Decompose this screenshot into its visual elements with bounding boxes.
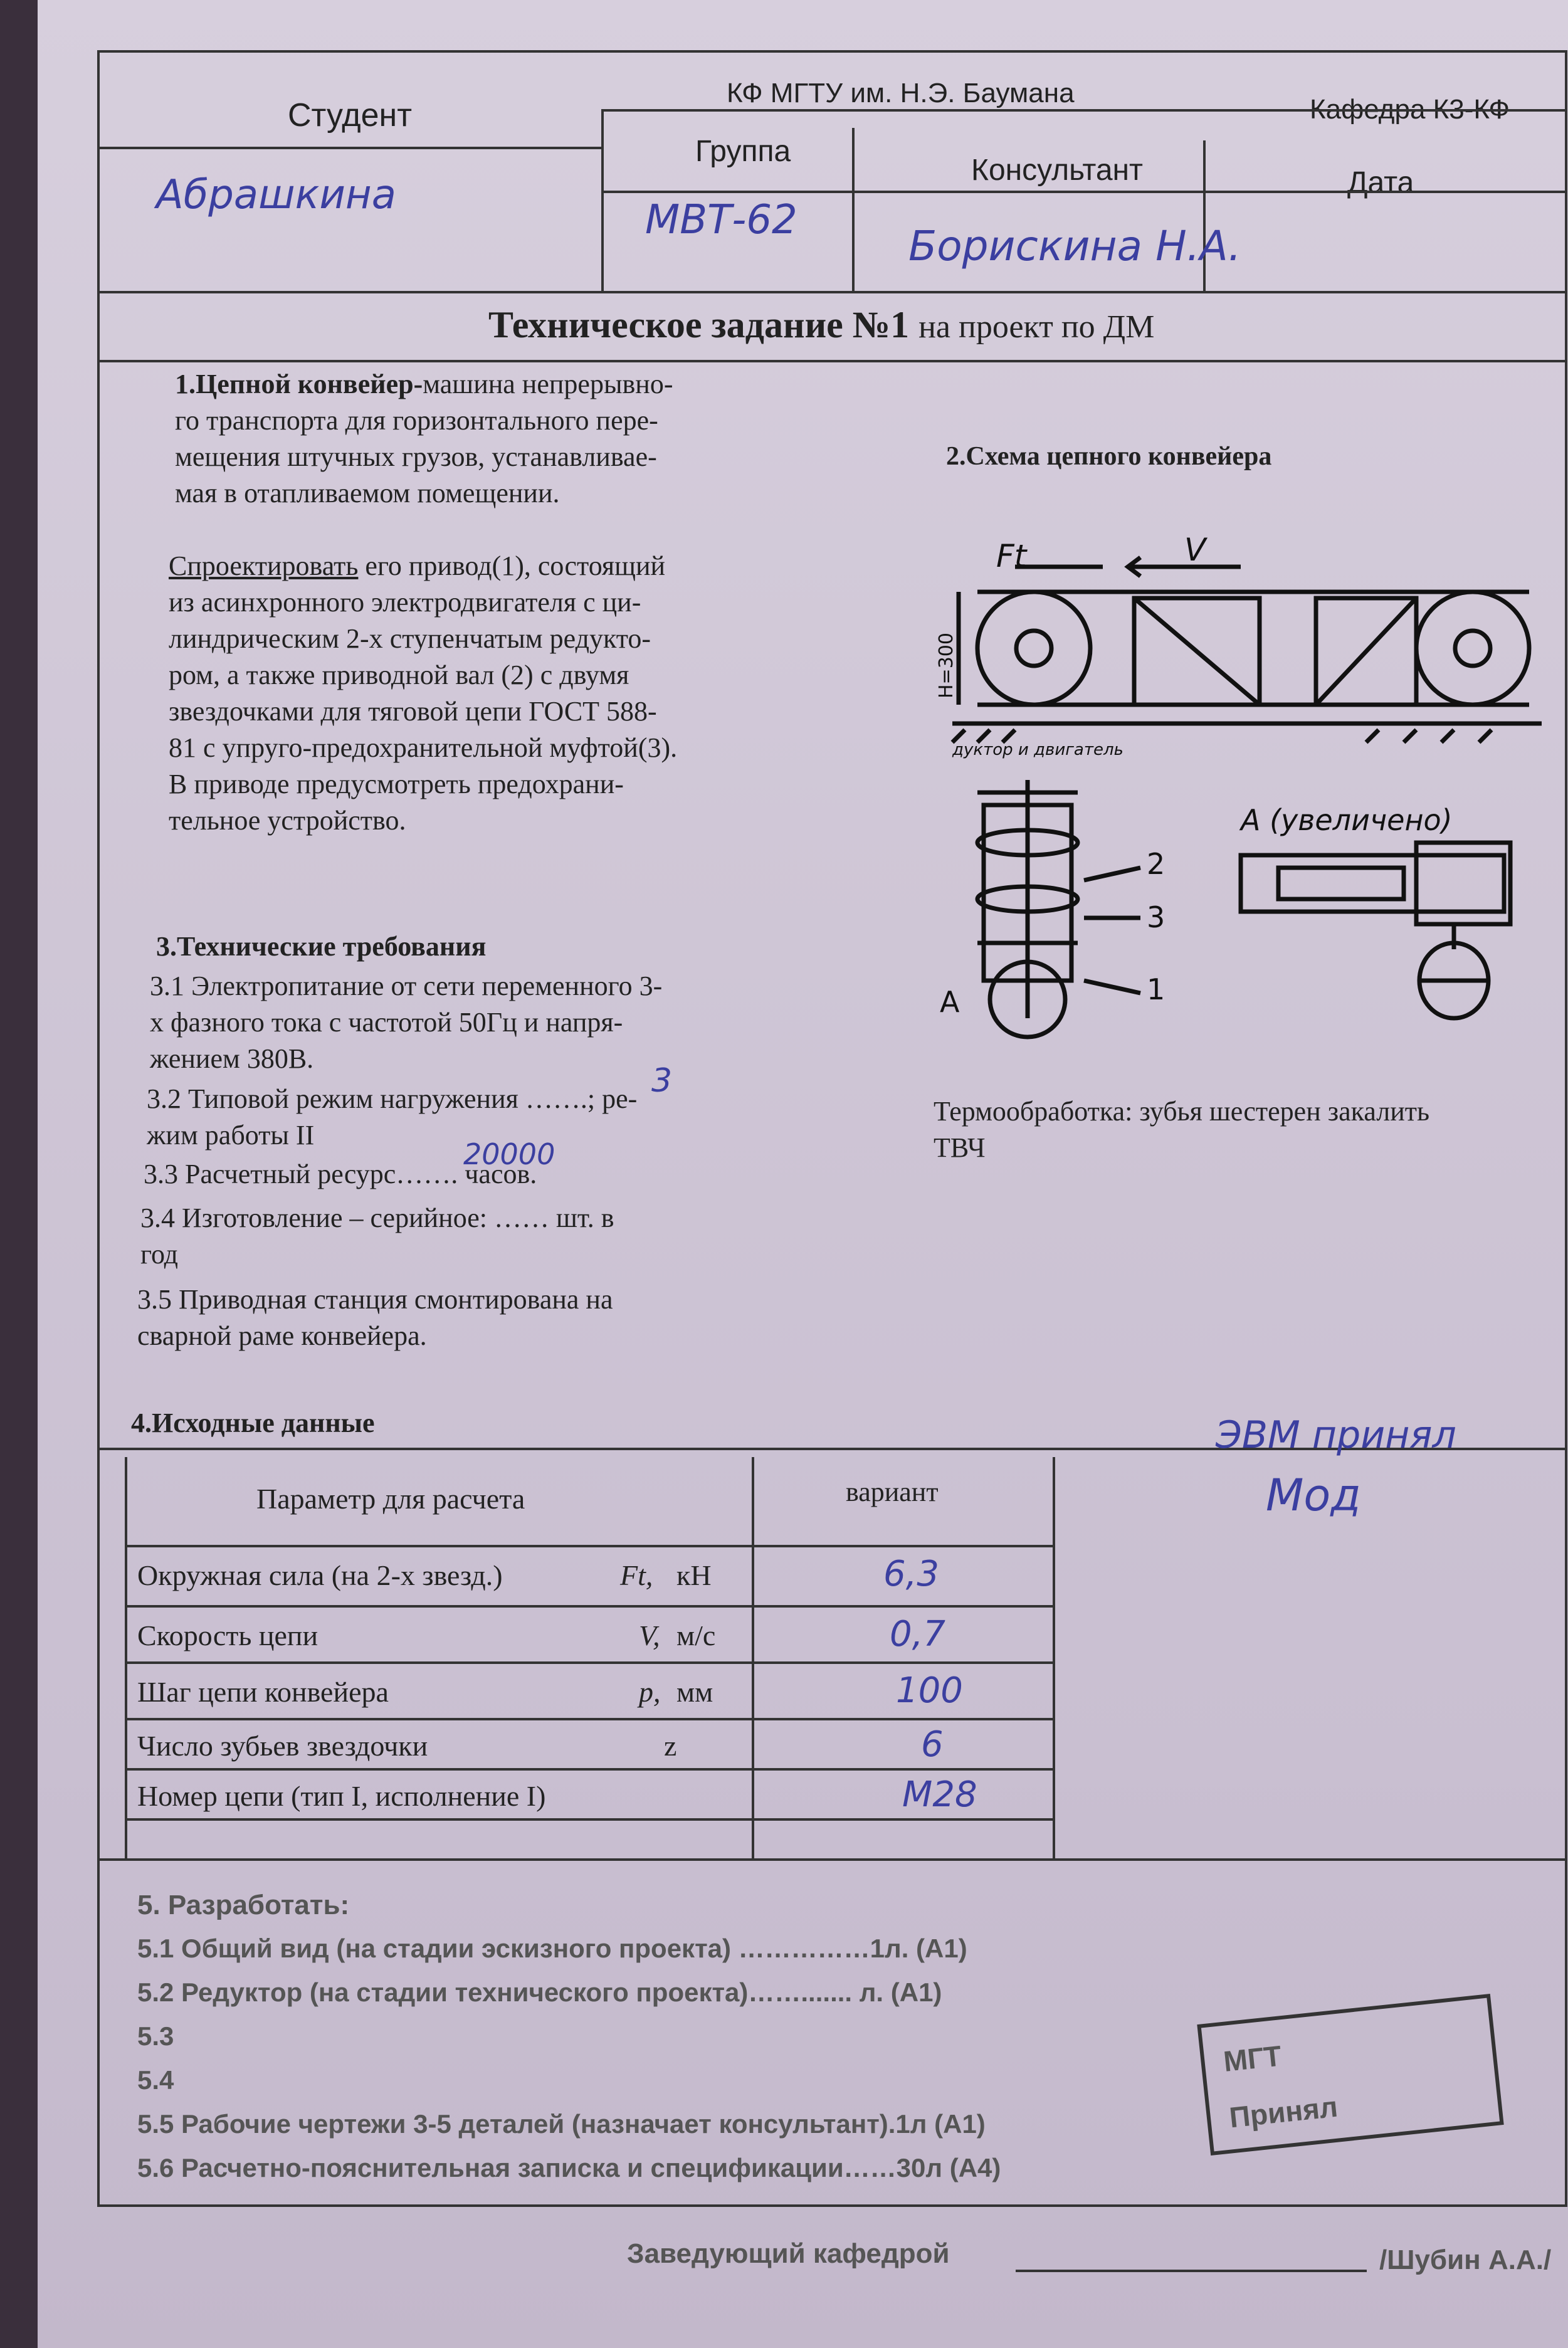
- row-unit: мм: [676, 1676, 713, 1708]
- section1-heading: 1.Цепной конвейер-: [175, 369, 423, 399]
- source-data-table: [125, 1457, 1065, 1858]
- student-name-handwritten: Абрашкина: [156, 172, 396, 218]
- req-3-4: 3.4 Изготовление – серийное: …… шт. в год: [140, 1203, 614, 1270]
- section5-heading: 5. Разработать:: [137, 1890, 350, 1920]
- conveyor-scheme: [935, 532, 1567, 1043]
- table-row: [125, 1664, 1053, 1720]
- row-name: Число зубьев звездочки: [137, 1730, 428, 1762]
- label-3: 3: [1147, 900, 1165, 934]
- label-1: 1: [1147, 972, 1165, 1006]
- section1-text: машина непрерывно- го транспорта для горизонтального пере- мещения штучных грузов, устанавливае- мая в отапливаемом помещении.: [175, 369, 673, 508]
- row-symbol: V,: [639, 1619, 660, 1651]
- stamp-line-2: Принял: [1228, 2090, 1340, 2134]
- page-title: [488, 303, 1154, 347]
- consultant-column-header: Консультант: [971, 154, 1144, 187]
- row-unit: кН: [676, 1559, 712, 1591]
- req-3-2: 3.2 Типовой режим нагружения …….; ре- жим работы II: [147, 1083, 638, 1150]
- req-3-3: 3.3 Расчетный ресурс……. часов.: [144, 1159, 537, 1189]
- resource-handwritten: 20000: [463, 1137, 555, 1171]
- title-suffix: на проект по ДМ: [918, 309, 1155, 345]
- task-5-5: 5.5 Рабочие чертежи 3-5 деталей (назначает консультант).1л (А1): [137, 2109, 986, 2139]
- head-of-department-name: /Шубин А.А./: [1379, 2245, 1552, 2275]
- approval-signature: Мод: [1266, 1470, 1361, 1521]
- req-3-1: 3.1 Электропитание от сети переменного 3- х фазного тока с частотой 50Гц и напря- жением 380В.: [150, 971, 663, 1074]
- load-mode-handwritten: 3: [651, 1062, 673, 1100]
- date-column-header: Дата: [1347, 166, 1414, 199]
- head-of-department-label: Заведующий кафедрой: [627, 2238, 950, 2269]
- height-label: H=300: [935, 633, 957, 698]
- param-column-header: Параметр для расчета: [256, 1483, 525, 1515]
- section4-heading: 4.Исходные данные: [131, 1408, 375, 1438]
- title-main: Техническое задание №1: [488, 304, 910, 345]
- stamp-line-1: МГТ: [1221, 2039, 1283, 2078]
- reducer-note: дуктор и двигатель: [952, 740, 1123, 759]
- row-unit: м/с: [676, 1619, 716, 1651]
- design-text: его привод(1), состоящий из асинхронного электродвигателя с ци- линдрическим 2-х ступенчатым редукто- ром, а также приводной вал (2) с двумя звездочками для тяговой цепи ГОСТ 588- 81 с упруго-предохранительной муфтой(3). В приводе предусмотреть предохрани- тельное устройство.: [169, 550, 678, 836]
- consultant-handwritten: Борискина Н.А.: [908, 222, 1241, 270]
- section1-design-block: [169, 548, 890, 839]
- tail-sprocket-shape: [1416, 592, 1529, 705]
- table-row: [125, 1720, 1053, 1771]
- group-column-header: Группа: [695, 135, 791, 168]
- label-a: А: [940, 985, 960, 1019]
- row-symbol: Ft,: [620, 1559, 653, 1591]
- row-symbol: p,: [639, 1676, 661, 1708]
- row-value: 100: [896, 1670, 963, 1711]
- row-value: 6: [921, 1724, 944, 1765]
- row-symbol: z: [664, 1730, 677, 1762]
- section2-heading: 2.Схема цепного конвейера: [946, 442, 1272, 471]
- view-a-label: А (увеличено): [1241, 803, 1453, 837]
- section3-heading: 3.Технические требования: [156, 931, 487, 962]
- design-word: Спроектировать: [169, 550, 359, 581]
- velocity-label: V: [1184, 532, 1206, 568]
- task-5-2: 5.2 Редуктор (на стадии технического проекта)……....... л. (А1): [137, 1977, 942, 2007]
- approval-stamp: [1197, 1994, 1503, 2156]
- row-value: 0,7: [890, 1614, 946, 1655]
- heat-treatment-note: Термообработка: зубья шестерен закалить ТВЧ: [934, 1096, 1430, 1163]
- group-handwritten: МВТ-62: [645, 197, 797, 243]
- drive-sprocket-shape: [977, 592, 1090, 705]
- label-2: 2: [1147, 847, 1165, 881]
- student-column-header: Студент: [288, 97, 413, 134]
- row-name: Шаг цепи конвейера: [137, 1676, 389, 1708]
- force-label: Ft: [996, 538, 1027, 574]
- row-name: Окружная сила (на 2-х звезд.): [137, 1559, 503, 1591]
- document-sheet: [38, 0, 1568, 2348]
- row-value: М28: [902, 1774, 977, 1815]
- task-5-6: 5.6 Расчетно-пояснительная записка и спецификации……30л (А4): [137, 2153, 1001, 2182]
- row-name: Скорость цепи: [137, 1619, 318, 1651]
- row-name: Номер цепи (тип I, исполнение I): [137, 1780, 546, 1812]
- table-row: [125, 1545, 1053, 1608]
- section1-block: [175, 366, 896, 512]
- institution-name: КФ МГТУ им. Н.Э. Баумана: [727, 78, 1075, 108]
- department-name: Кафедра К3-КФ: [1310, 94, 1510, 125]
- assignment-form: [97, 50, 1567, 2207]
- task-5-1: 5.1 Общий вид (на стадии эскизного проекта) ……………1л. (А1): [137, 1934, 967, 1963]
- signature-line: [1016, 2270, 1367, 2272]
- row-value: 6,3: [883, 1554, 940, 1594]
- variant-column-header: вариант: [846, 1477, 939, 1507]
- table-row: [125, 1608, 1053, 1664]
- table-row: [125, 1771, 1053, 1821]
- task-5-4: 5.4: [137, 2065, 174, 2095]
- approval-note-handwritten: ЭВМ принял: [1216, 1413, 1456, 1457]
- task-5-3: 5.3: [137, 2021, 174, 2051]
- req-3-5: 3.5 Приводная станция смонтирована на сварной раме конвейера.: [137, 1284, 613, 1351]
